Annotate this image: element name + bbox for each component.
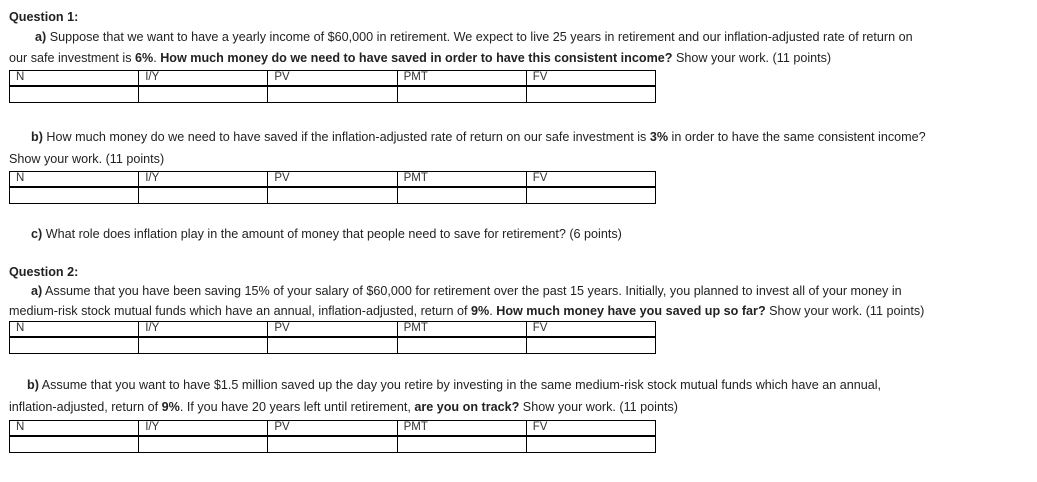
question-2b-line-2: inflation-adjusted, return of 9%. If you have 20 years left until retirement, are you on track? Show your work. (11 points)	[9, 400, 678, 414]
tvm-header-pmt: PMT	[397, 322, 526, 338]
tvm-header-iy: I/Y	[139, 421, 268, 437]
tvm-header-pv: PV	[268, 172, 397, 188]
question-1c-line-1: c) What role does inflation play in the amount of money that people need to save for retirement? (6 points)	[31, 227, 622, 241]
tvm-cell-pv[interactable]	[268, 187, 397, 204]
tvm-header-pmt: PMT	[397, 71, 526, 87]
tvm-cell-n[interactable]	[10, 436, 139, 453]
tvm-header-iy: I/Y	[139, 71, 268, 87]
question-2a-line-1: a) Assume that you have been saving 15% of your salary of $60,000 for retirement over the past 15 years. Initially, you planned to invest all of your money in	[31, 284, 902, 298]
tvm-cell-pmt[interactable]	[397, 436, 526, 453]
tvm-header-n: N	[10, 421, 139, 437]
tvm-header-pv: PV	[268, 71, 397, 87]
tvm-cell-fv[interactable]	[526, 436, 655, 453]
question-1-heading: Question 1:	[9, 10, 79, 24]
question-1b-line-2: Show your work. (11 points)	[9, 152, 165, 166]
tvm-header-pmt: PMT	[397, 172, 526, 188]
question-2-heading: Question 2:	[9, 265, 79, 279]
tvm-cell-fv[interactable]	[526, 187, 655, 204]
question-1a-line-1: a) Suppose that we want to have a yearly income of $60,000 in retirement. We expect to live 25 years in retirement and our inflation-adjusted rate of return on	[35, 30, 913, 44]
tvm-header-pv: PV	[268, 322, 397, 338]
tvm-table-1b	[9, 171, 656, 204]
tvm-header-fv: FV	[526, 421, 655, 437]
tvm-cell-pv[interactable]	[268, 436, 397, 453]
question-2b-line-1: b) Assume that you want to have $1.5 million saved up the day you retire by investing in the same medium-risk stock mutual funds which have an annual,	[27, 378, 882, 392]
tvm-header-n: N	[10, 172, 139, 188]
tvm-cell-n[interactable]	[10, 337, 139, 354]
question-1a-line-2: our safe investment is 6%. How much money do we need to have saved in order to have this consistent income? Show your work. (11 points)	[9, 51, 832, 65]
tvm-header-pmt: PMT	[397, 421, 526, 437]
tvm-header-pv: PV	[268, 421, 397, 437]
tvm-cell-iy[interactable]	[139, 337, 268, 354]
tvm-header-iy: I/Y	[139, 172, 268, 188]
tvm-cell-pmt[interactable]	[397, 86, 526, 103]
tvm-cell-n[interactable]	[10, 187, 139, 204]
tvm-cell-fv[interactable]	[526, 337, 655, 354]
tvm-table-2a	[9, 321, 656, 354]
tvm-header-n: N	[10, 71, 139, 87]
tvm-cell-iy[interactable]	[139, 86, 268, 103]
tvm-header-fv: FV	[526, 71, 655, 87]
tvm-header-fv: FV	[526, 172, 655, 188]
tvm-cell-pv[interactable]	[268, 86, 397, 103]
tvm-header-iy: I/Y	[139, 322, 268, 338]
tvm-table-1a	[9, 70, 656, 103]
question-2a-line-2: medium-risk stock mutual funds which have an annual, inflation-adjusted, return of 9%. How much money have you saved up so far? Show your work. (11 points)	[9, 304, 925, 318]
tvm-cell-n[interactable]	[10, 86, 139, 103]
tvm-cell-iy[interactable]	[139, 187, 268, 204]
tvm-cell-pmt[interactable]	[397, 337, 526, 354]
question-1b-line-1: b) How much money do we need to have saved if the inflation-adjusted rate of return on our safe investment is 3% in order to have the same consistent income?	[31, 130, 926, 144]
tvm-cell-fv[interactable]	[526, 86, 655, 103]
tvm-cell-pv[interactable]	[268, 337, 397, 354]
tvm-cell-iy[interactable]	[139, 436, 268, 453]
tvm-header-fv: FV	[526, 322, 655, 338]
tvm-header-n: N	[10, 322, 139, 338]
tvm-cell-pmt[interactable]	[397, 187, 526, 204]
tvm-table-2b	[9, 420, 656, 453]
